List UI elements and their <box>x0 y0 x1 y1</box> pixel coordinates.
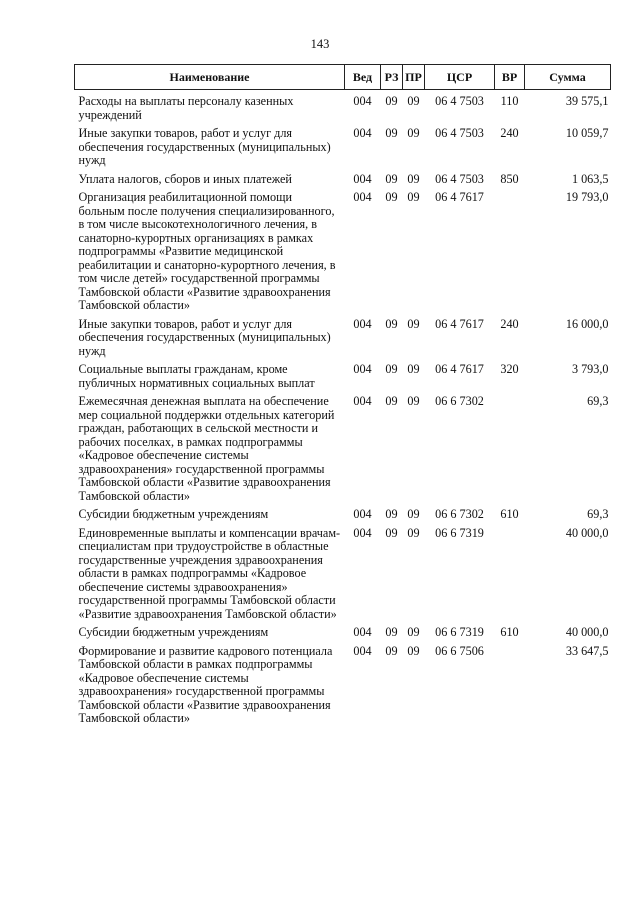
row-name-cell: Расходы на выплаты персоналу казенных учреждений <box>78 94 294 122</box>
row-name-cell: Иные закупки товаров, работ и услуг для обеспечения государственных (муниципальных) нужд <box>78 316 331 358</box>
row-sum-cell: 69,3 <box>587 507 609 521</box>
header-vr: ВР <box>495 65 525 90</box>
row-ved-cell: 004 <box>353 625 372 639</box>
row-ved-cell: 004 <box>353 525 372 540</box>
table-row <box>75 358 611 390</box>
row-sum-cell: 1 063,5 <box>571 171 609 186</box>
table-row <box>75 122 611 168</box>
row-rz-cell: 09 <box>385 507 398 521</box>
row-ved-cell: 004 <box>353 643 372 658</box>
row-rz-cell: 09 <box>385 362 398 376</box>
row-rz-cell: 09 <box>385 171 398 186</box>
row-vr-cell: 610 <box>500 625 519 639</box>
row-pr-cell: 09 <box>407 625 420 639</box>
row-csr-cell: 06 4 7503 <box>435 171 484 186</box>
row-sum-cell: 16 000,0 <box>565 316 609 331</box>
row-ved-cell: 004 <box>353 94 372 108</box>
table-row <box>75 313 611 359</box>
row-sum-cell: 10 059,7 <box>565 126 609 140</box>
row-rz-cell: 09 <box>385 190 398 204</box>
row-csr-cell: 06 4 7617 <box>435 316 484 331</box>
row-pr-cell: 09 <box>407 643 420 658</box>
table-row <box>75 186 611 313</box>
row-rz-cell: 09 <box>385 394 398 408</box>
row-sum-cell: 40 000,0 <box>565 525 609 540</box>
row-name-cell: Формирование и развитие кадрового потенциала Тамбовской области в рамках подпрограммы «Кадровое обеспечение системы здравоохранения» государственной программы Тамбовской области «Развитие здравоохранения Тамбовской области» <box>78 643 333 725</box>
row-ved-cell: 004 <box>353 126 372 140</box>
row-csr-cell: 06 6 7319 <box>435 625 484 639</box>
row-vr-cell <box>495 640 525 726</box>
table-row <box>75 168 611 187</box>
row-rz-cell: 09 <box>385 94 398 108</box>
row-name-cell: Социальные выплаты гражданам, кроме публичных нормативных социальных выплат <box>78 362 315 390</box>
header-sum: Сумма <box>525 65 611 90</box>
header-csr: ЦСР <box>425 65 495 90</box>
table-row <box>75 390 611 503</box>
header-rz: РЗ <box>381 65 403 90</box>
row-vr-cell: 240 <box>500 126 519 140</box>
row-ved-cell: 004 <box>353 394 372 408</box>
table-row <box>75 522 611 622</box>
row-pr-cell: 09 <box>407 171 420 186</box>
row-sum-cell: 19 793,0 <box>565 190 609 204</box>
row-vr-cell <box>495 186 525 313</box>
row-pr-cell: 09 <box>407 362 420 376</box>
row-sum-cell: 33 647,5 <box>565 643 609 658</box>
row-pr-cell: 09 <box>407 507 420 521</box>
row-ved-cell: 004 <box>353 171 372 186</box>
table-header <box>75 65 611 90</box>
header-row <box>75 65 611 90</box>
row-vr-cell: 240 <box>500 316 519 331</box>
row-csr-cell: 06 4 7503 <box>435 94 484 108</box>
row-name-cell: Иные закупки товаров, работ и услуг для обеспечения государственных (муниципальных) нужд <box>78 126 331 167</box>
table-body <box>75 90 611 726</box>
budget-table <box>74 64 611 726</box>
row-rz-cell: 09 <box>385 126 398 140</box>
row-ved-cell: 004 <box>353 362 372 376</box>
row-vr-cell <box>495 522 525 622</box>
table-row <box>75 621 611 640</box>
row-vr-cell: 610 <box>500 507 519 521</box>
row-csr-cell: 06 6 7302 <box>435 394 484 408</box>
row-name-cell: Субсидии бюджетным учреждениям <box>78 625 269 639</box>
row-vr-cell: 110 <box>500 94 519 108</box>
row-csr-cell: 06 4 7503 <box>435 126 484 140</box>
row-vr-cell <box>495 390 525 503</box>
row-sum-cell: 3 793,0 <box>571 362 609 376</box>
table-row <box>75 90 611 123</box>
header-ved: Вед <box>345 65 381 90</box>
row-sum-cell: 40 000,0 <box>565 625 609 639</box>
row-ved-cell: 004 <box>353 316 372 331</box>
row-pr-cell: 09 <box>407 126 420 140</box>
row-vr-cell: 850 <box>500 171 519 186</box>
table-row <box>75 640 611 726</box>
page-number: 143 <box>310 37 330 51</box>
row-csr-cell: 06 6 7319 <box>435 525 484 540</box>
row-ved-cell: 004 <box>353 190 372 204</box>
row-rz-cell: 09 <box>385 525 398 540</box>
row-sum-cell: 39 575,1 <box>565 94 609 108</box>
row-rz-cell: 09 <box>385 643 398 658</box>
header-name: Наименование <box>75 65 345 90</box>
row-name-cell: Организация реабилитационной помощи больным после получения специализированного, в том числе высокотехнологичного лечения, в санаторно-курортных организациях в рамках подпрограммы «Развитие медицинской реабилитации и санаторно-курортного лечения, в том числе детей» государственной программы Тамбовской области «Развитие здравоохранения Тамбовской области» <box>78 190 336 312</box>
row-ved-cell: 004 <box>353 507 372 521</box>
row-pr-cell: 09 <box>407 394 420 408</box>
row-csr-cell: 06 4 7617 <box>435 362 484 376</box>
row-csr-cell: 06 4 7617 <box>435 190 484 204</box>
row-name-cell: Субсидии бюджетным учреждениям <box>78 507 269 521</box>
row-name-cell: Ежемесячная денежная выплата на обеспечение мер социальной поддержки отдельных категорий граждан, работающих в сельской местности и рабочих поселках, в рамках подпрограммы «Кадровое обеспечение системы здравоохранения» государственной программы Тамбовской области «Развитие здравоохранения Тамбовской области» <box>78 394 335 503</box>
row-csr-cell: 06 6 7302 <box>435 507 484 521</box>
table-row <box>75 503 611 522</box>
row-pr-cell: 09 <box>407 190 420 204</box>
row-pr-cell: 09 <box>407 94 420 108</box>
header-pr: ПР <box>403 65 425 90</box>
row-pr-cell: 09 <box>407 525 420 540</box>
row-sum-cell: 69,3 <box>587 394 609 408</box>
row-csr-cell: 06 6 7506 <box>435 643 484 658</box>
row-rz-cell: 09 <box>385 625 398 639</box>
row-pr-cell: 09 <box>407 316 420 331</box>
row-name-cell: Уплата налогов, сборов и иных платежей <box>78 171 292 186</box>
row-name-cell: Единовременные выплаты и компенсации врачам-специалистам при трудоустройстве в областные государственные учреждения здравоохранения области в рамках подпрограммы «Кадровое обеспечение системы здравоохранения» государственной программы Тамбовской области «Развитие здравоохранения Тамбовской области» <box>78 525 341 621</box>
row-rz-cell: 09 <box>385 316 398 331</box>
row-vr-cell: 320 <box>500 362 519 376</box>
